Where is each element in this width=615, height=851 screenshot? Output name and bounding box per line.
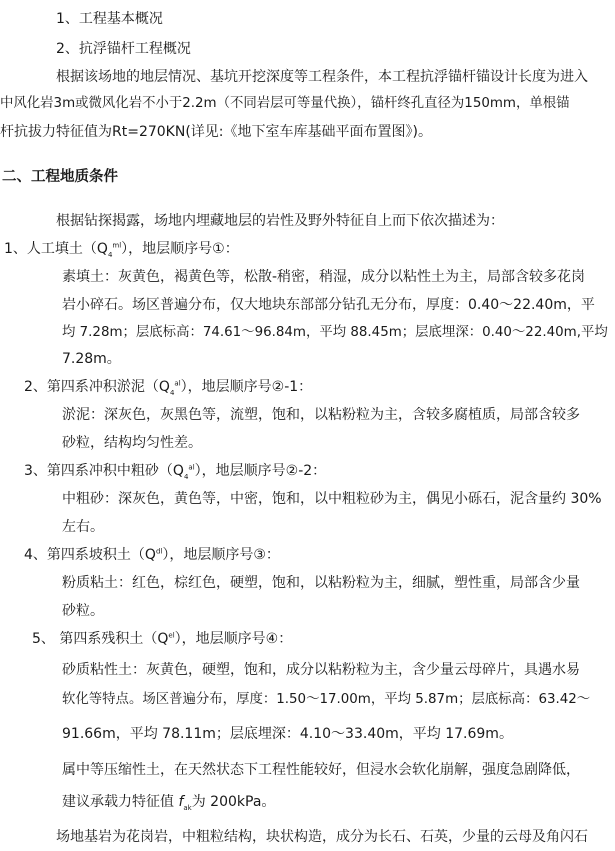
bearing-capacity-line: 建议承载力特征值 $f_{ak}$为 200kPa。 (62, 794, 276, 812)
paragraph-line: 均 7.28m；层底标高：74.61～96.84m，平均 88.45m；层底埋深：0.40～22.40m,平均 (62, 325, 608, 340)
paragraph-line: 根据钻探揭露，场地内埋藏地层的岩性及野外特征自上而下依次描述为： (56, 213, 504, 229)
paragraph-line: 素填土：灰黄色，褐黄色等，松散-稍密，稍湿，成分以粘性土为主，局部含较多花岗 (62, 269, 586, 285)
section-heading: 二、工程地质条件 (2, 169, 118, 185)
paragraph-line: 中粗砂：深灰色，黄色等，中密，饱和，以中粗粒砂为主，偶见小砾石，泥含量约 30% (62, 491, 602, 507)
paragraph-line: 砂粒，结构均匀性差。 (62, 435, 202, 451)
paragraph-line: 砂粒。 (62, 603, 104, 619)
paragraph-line: 中风化岩3m或微风化岩不小于2.2m（不同岩层可等量代换），锚杆终孔直径为150mm，单根锚 (0, 96, 570, 111)
paragraph-line: 91.66m，平均 78.11m；层底埋深：4.10～33.40m，平均 17.69m。 (62, 726, 513, 742)
layer-heading-3: 3、第四系冲积中粗砂$(Q_4^{al})$，地层顺序号②-2： (24, 463, 327, 481)
paragraph-line: 粉质粘土：红色，棕红色，硬塑，饱和，以粘粉粒为主，细腻，塑性重，局部含少量 (62, 575, 580, 591)
paragraph-line: 淤泥：深灰色，灰黑色等，流塑，饱和，以粘粉粒为主，含较多腐植质，局部含较多 (62, 407, 580, 423)
layer-heading-5: 5、 第四系残积土$(Q^{el})$，地层顺序号④： (32, 631, 293, 647)
paragraph-line: 杆抗拔力特征值为Rt=270KN(详见:《地下室车库基础平面布置图》)。 (0, 124, 432, 140)
section-item-2: 2、抗浮锚杆工程概况 (56, 41, 191, 57)
paragraph-line: 场地基岩为花岗岩，中粗粒结构，块状构造，成分为长石、石英，少量的云母及角闪石 (56, 829, 588, 845)
paragraph-line: 左右。 (62, 519, 104, 535)
paragraph-line: 7.28m。 (62, 351, 121, 367)
paragraph-line: 岩小碎石。场区普遍分布，仅大地块东部部分钻孔无分布，厚度：0.40～22.40m，平 (62, 297, 595, 313)
paragraph-line: 砂质粘性土：灰黄色，硬塑，饱和，成分以粘粉粒为主，含少量云母碎片，具遇水易 (62, 662, 580, 678)
section-item-1: 1、工程基本概况 (56, 11, 163, 27)
paragraph-line: 属中等压缩性土，在天然状态下工程性能较好，但浸水会软化崩解，强度急剧降低， (62, 762, 580, 778)
paragraph-line: 软化等特点。场区普遍分布，厚度：1.50～17.00m，平均 5.87m；层底标高：63.42～ (62, 692, 591, 707)
layer-heading-1: 1、人工填土$(Q_4^{ml})$，地层顺序号①： (4, 241, 239, 259)
layer-heading-4: 4、第四系坡积土$(Q^{dl})$，地层顺序号③： (24, 547, 280, 563)
paragraph-line: 根据该场地的地层情况、基坑开挖深度等工程条件，本工程抗浮锚杆锚设计长度为进入 (56, 69, 588, 85)
layer-heading-2: 2、第四系冲积淤泥$(Q_4^{al})$，地层顺序号②-1： (24, 379, 313, 397)
